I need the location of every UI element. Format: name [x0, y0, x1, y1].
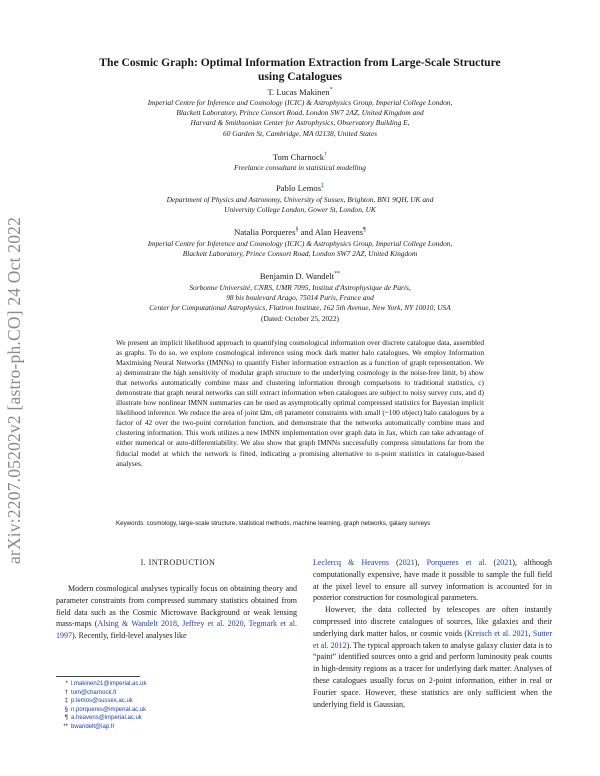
citation-link[interactable]: 2021 — [496, 558, 513, 567]
affiliation-line: Harvard & Smithsonian Center for Astrophysics, Observatory Building E, — [190, 118, 410, 128]
footnote — [56, 689, 296, 698]
footnotes — [56, 680, 296, 732]
affiliation-line: Blackett Laboratory, Prince Consort Road, London SW7 2AZ, United Kingdom — [182, 249, 418, 259]
affiliation-porqueres-heavens — [60, 239, 540, 259]
footnote-symbol: ‡ — [64, 698, 68, 705]
email-link[interactable]: tom@charnock.fr — [71, 689, 117, 696]
citation-link[interactable]: 2021 — [398, 558, 415, 567]
footnote-symbol: § — [64, 706, 68, 713]
email-link[interactable]: l.makinen21@imperial.ac.uk — [71, 681, 147, 687]
body-text: , — [177, 619, 183, 629]
author-name: Alan Heavens — [314, 227, 364, 237]
affiliation-makinen — [60, 98, 540, 139]
affiliation-line: Blackett Laboratory, Prince Consort Road, London SW7 2AZ, United Kingdom and — [176, 108, 424, 118]
dated-line: (Dated: October 25, 2022) — [261, 313, 339, 323]
footnote-symbol: † — [64, 689, 68, 696]
author-charnock — [60, 152, 540, 163]
author-name: Tom Charnock — [272, 152, 325, 162]
citation-link[interactable]: Tegmark et al. 1997 — [56, 619, 298, 641]
paragraph — [313, 604, 552, 710]
footnote-mark[interactable]: * — [329, 87, 333, 94]
affiliation-line: Center for Computational Astrophysics, Flatiron Institute, 162 5th Avenue, New York, NY 10010, USA — [149, 303, 451, 313]
email-link[interactable]: a.heavens@imperial.ac.uk — [71, 715, 142, 722]
body-text: However, the data collected by telescopes are often instantly compressed into discrete catalogues of sources, like galaxies and their underlying dark matter halos, or cosmic voids ( — [313, 605, 552, 638]
footnote-mark[interactable]: § — [295, 227, 299, 234]
paper-title — [60, 56, 540, 84]
footnote — [56, 697, 296, 706]
email-link[interactable]: p.lemos@sussex.ac.uk — [71, 698, 133, 705]
arxiv-identifier-text: arXiv:2207.05202v2 [astro-ph.CO] 24 Oct 2022 — [4, 216, 25, 564]
author-makinen — [60, 87, 540, 98]
email-link[interactable]: n.porqueres@imperial.ac.uk — [71, 706, 147, 713]
footnote — [56, 706, 296, 715]
email-link[interactable]: bwandelt@iap.fr — [71, 723, 115, 730]
footnote-symbol: ¶ — [64, 715, 68, 722]
author-lemos — [60, 183, 540, 194]
affiliation-lemos — [60, 195, 540, 215]
intro-left-column — [56, 583, 297, 642]
footnote — [56, 714, 296, 723]
affiliation-line: 60 Garden St, Cambridge, MA 02138, United States — [223, 128, 377, 138]
affiliation-line: Imperial Centre for Inference and Cosmology (ICIC) & Astrophysics Group, Imperial College London, — [147, 98, 453, 107]
section-heading-introduction: I. INTRODUCTION — [140, 558, 216, 567]
author-porqueres-heavens — [60, 227, 540, 238]
body-text: ), although computationally expensive, have made it possible to sample the full field at the pixel level to ensure all survey information is accounted for in posterior construction for cosmological parameters. — [313, 558, 552, 603]
body-text: ). The typical approach taken to analyse galaxy cluster data is to “paint” identified sources onto a grid and perform luminosity peak counts in high-density regions as a tracer for underlying dark matter. Analyses of these catalogues usually focus on 2-point information, either in real or Fourier space. However, these statistics are only sufficient when the underlying field is Gaussian, — [313, 640, 553, 709]
footnote-divider — [56, 676, 140, 677]
body-text: , — [243, 619, 249, 629]
citation-link[interactable]: Porqueres et al. — [426, 558, 487, 567]
author-name: Pablo Lemos — [275, 183, 322, 193]
footnote — [56, 723, 296, 732]
author-name: T. Lucas Makinen — [267, 87, 330, 97]
footnote-symbol: * — [65, 681, 68, 687]
affiliation-line: Imperial Centre for Inference and Cosmology (ICIC) & Astrophysics Group, Imperial College London, — [147, 239, 453, 248]
citation-link[interactable]: Jeffrey et al. 2020 — [182, 619, 244, 629]
title-line-1: The Cosmic Graph: Optimal Information Extraction from Large-Scale Structure — [99, 56, 501, 69]
paragraph — [313, 557, 552, 604]
abstract: We present an implicit likelihood approach to quantifying cosmological information over discrete catalogue data, assembled as graphs. To do so, we explore cosmological inference using mock dark matter halo catalogues. We employ Information Maximising Neural Networks (IMNNs) to quantify Fisher information extraction as a function of graph representation. We a) demonstrate the high sensitivity of modular graph structure to the underlying cosmology in the noise-free limit, b) show that networks automatically combine mass and clustering information through comparisons to traditional statistics, c) demonstrate that graph neural networks can still extract information when catalogues are subject to noisy survey cuts, and d) illustrate how nonlinear IMNN summaries can be used as asymptotically optimal compressed statistics for Bayesian implicit likelihood inference. We reduce the area of joint Ωm, σ8 parameter constraints with small (~100 object) halo catalogues by a factor of 42 over the two-point correlation function, and demonstrate that the networks automatically combine mass and clustering information. This work utilizes a new IMNN implementation over graph data in Jax, which can take advantage of either numerical or auto-differentiability. We also show that graph IMNNs successfully compress simulations far from the fiducial model at which the network is fitted, indicating a promising alternative to n-point statistics in catalogue-based analyses. — [116, 338, 484, 468]
citation-link[interactable]: Leclercq & Heavens — [313, 558, 389, 567]
body-text: ), — [414, 558, 427, 567]
author-wandelt — [60, 271, 540, 282]
affiliation-charnock — [60, 163, 540, 173]
footnote-mark[interactable]: ‡ — [321, 183, 325, 190]
affiliation-line: University College London, Gower St, London, UK — [224, 205, 376, 215]
author-name: Natalia Porqueres — [234, 227, 296, 237]
footnote — [56, 680, 296, 689]
keywords: Keywords: cosmology, large-scale structure, statistical methods, machine learning, graph networks, galaxy surveys — [116, 520, 431, 527]
citation-link[interactable]: Sutter et al. 2012 — [313, 628, 552, 650]
intro-right-column — [313, 557, 552, 710]
affiliation-line: Freelance consultant in statistical modelling — [234, 163, 366, 172]
body-text: ( — [486, 558, 497, 567]
citation-link[interactable]: Kreisch et al. 2021 — [467, 628, 529, 638]
footnote-symbol: ** — [63, 723, 68, 730]
author-name: Benjamin D. Wandelt — [259, 271, 335, 281]
affiliation-line: Department of Physics and Astronomy, University of Sussex, Brighton, BN1 9QH, UK and — [166, 195, 434, 204]
title-line-2: using Catalogues — [257, 70, 343, 83]
body-text: Modern cosmological analyses typically focus on obtaining theory and parameter constraints from compressed summary statistics obtained from field data such as the Cosmic Microwave Background or weak lensing mass-maps ( — [56, 584, 297, 629]
author-conjunction: and — [300, 227, 314, 237]
footnote-mark[interactable]: ** — [334, 271, 341, 278]
affiliation-wandelt — [60, 283, 540, 324]
body-text: ( — [389, 558, 399, 567]
affiliation-line: Sorbonne Université, CNRS, UMR 7095, Institut d'Astrophysique de Paris, — [189, 283, 411, 292]
footnote-mark[interactable]: † — [324, 152, 328, 159]
citation-link[interactable]: Alsing & Wandelt 2018 — [97, 619, 178, 629]
body-text: , — [528, 628, 533, 638]
affiliation-line: 98 bis boulevard Arago, 75014 Paris, France and — [226, 293, 374, 303]
body-text: ). Recently, field-level analyses like — [72, 631, 187, 641]
arxiv-identifier-stamp — [4, 180, 26, 600]
footnote-mark[interactable]: ¶ — [363, 227, 366, 234]
